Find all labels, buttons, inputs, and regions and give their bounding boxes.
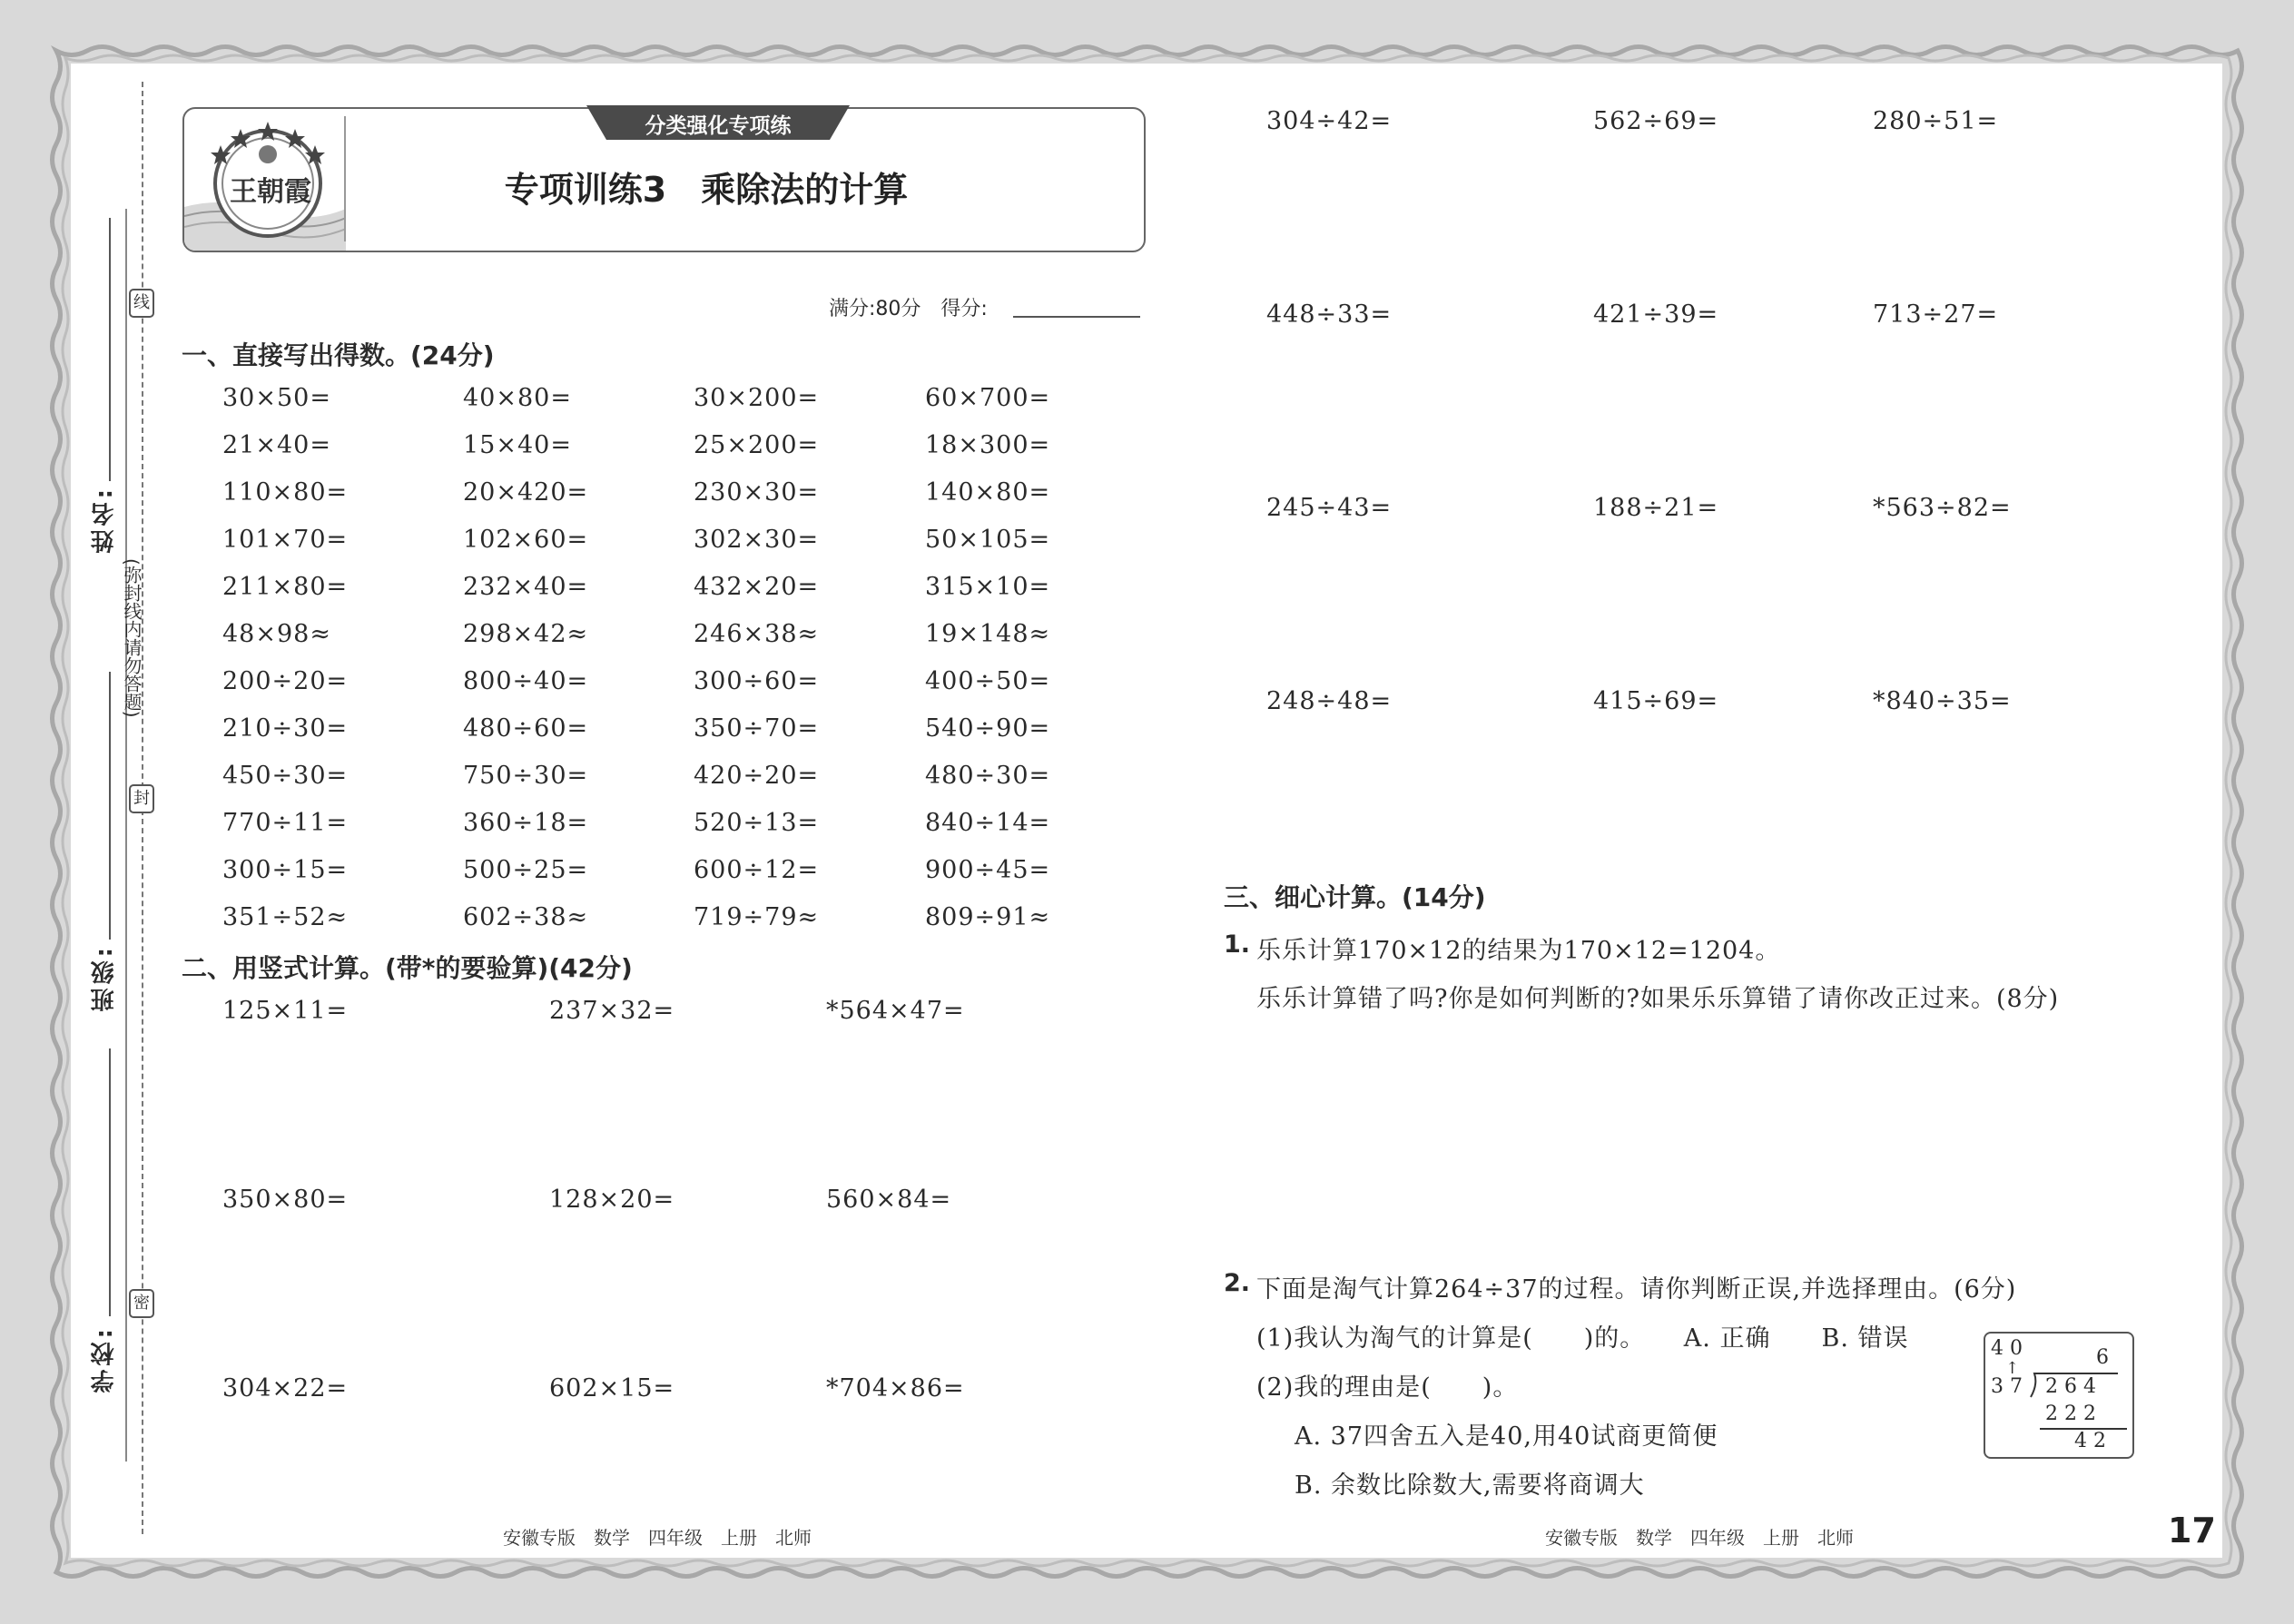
- seal-mark-secret: 密: [129, 1289, 154, 1318]
- section1-exercise-r1-c3: 30×200=: [694, 384, 820, 412]
- page-number: 17: [2168, 1511, 2216, 1550]
- section1-exercise-r10-c3: 520÷13=: [694, 809, 820, 837]
- section1-exercise-r1-c2: 40×80=: [463, 384, 572, 412]
- section1-exercise-r12-c1: 351÷52≈: [222, 903, 349, 931]
- section1-exercise-r6-c3: 246×38≈: [694, 620, 820, 648]
- division-arrow: ↑: [2005, 1359, 2020, 1378]
- binding-note: (弥封线内请勿答题): [121, 558, 143, 718]
- section1-exercise-r12-c3: 719÷79≈: [694, 903, 820, 931]
- section2-right-exercise-r1-c3: 280÷51=: [1873, 107, 1999, 135]
- division-divisor: 3 7: [1991, 1375, 2023, 1398]
- section1-exercise-r9-c1: 450÷30=: [222, 762, 349, 790]
- name-blank[interactable]: [109, 218, 111, 481]
- score-blank[interactable]: [1013, 316, 1140, 318]
- section1-exercise-r3-c4: 140×80=: [925, 478, 1051, 507]
- section1-exercise-r12-c2: 602÷38≈: [463, 903, 589, 931]
- section1-exercise-r3-c2: 20×420=: [463, 478, 589, 507]
- section1-exercise-r4-c1: 101×70=: [222, 526, 349, 554]
- section2-right-exercise-r3-c1: 245÷43=: [1266, 494, 1393, 522]
- section1-exercise-r11-c1: 300÷15=: [222, 856, 349, 884]
- question1-line2: 乐乐计算错了吗?你是如何判断的?如果乐乐算错了请你改正过来。(8分): [1256, 985, 2060, 1013]
- section1-exercise-r8-c2: 480÷60=: [463, 714, 589, 743]
- section1-exercise-r8-c3: 350÷70=: [694, 714, 820, 743]
- section1-exercise-r5-c4: 315×10=: [925, 573, 1051, 601]
- section2-exercise-r3-c3: *704×86=: [826, 1374, 965, 1403]
- binding-solid-line: [125, 209, 127, 1462]
- section1-exercise-r10-c2: 360÷18=: [463, 809, 589, 837]
- question1-line1: 乐乐计算170×12的结果为170×12=1204。: [1256, 937, 1781, 965]
- score-label: 满分:80分 得分:: [829, 298, 988, 320]
- division-estimate: 4 0: [1991, 1337, 2023, 1360]
- question2-sub2: (2)我的理由是( )。: [1256, 1373, 1519, 1402]
- section1-exercise-r7-c1: 200÷20=: [222, 667, 349, 695]
- section1-exercise-r7-c4: 400÷50=: [925, 667, 1051, 695]
- section1-exercise-r12-c4: 809÷91≈: [925, 903, 1051, 931]
- section1-exercise-r3-c1: 110×80=: [222, 478, 349, 507]
- section1-exercise-r9-c2: 750÷30=: [463, 762, 589, 790]
- section1-exercise-r2-c2: 15×40=: [463, 431, 572, 459]
- question2-sub1: (1)我认为淘气的计算是( )的。 A. 正确 B. 错误: [1256, 1324, 1909, 1353]
- logo-text: 王朝霞: [230, 176, 311, 208]
- section1-exercise-r4-c3: 302×30=: [694, 526, 820, 554]
- name-label: 姓名:: [91, 486, 118, 554]
- section2-right-exercise-r3-c2: 188÷21=: [1593, 494, 1719, 522]
- question1-number: 1.: [1224, 930, 1251, 959]
- section2-exercise-r3-c1: 304×22=: [222, 1374, 349, 1403]
- footer-right: 安徽专版 数学 四年级 上册 北师: [1545, 1527, 1854, 1549]
- section2-right-exercise-r2-c1: 448÷33=: [1266, 300, 1393, 329]
- section1-exercise-r8-c4: 540÷90=: [925, 714, 1051, 743]
- worksheet-page: [71, 64, 2222, 1558]
- category-tab-label: 分类强化专项练: [645, 114, 792, 138]
- section2-right-exercise-r2-c3: 713÷27=: [1873, 300, 1999, 329]
- section1-exercise-r7-c3: 300÷60=: [694, 667, 820, 695]
- section1-exercise-r4-c4: 50×105=: [925, 526, 1051, 554]
- section2-exercise-r1-c3: *564×47=: [826, 997, 965, 1025]
- division-dividend: 2 6 4: [2045, 1375, 2096, 1398]
- section1-exercise-r2-c3: 25×200=: [694, 431, 820, 459]
- section1-exercise-r2-c1: 21×40=: [222, 431, 331, 459]
- section2-right-exercise-r4-c3: *840÷35=: [1873, 687, 2012, 715]
- section1-title: 一、直接写出得数。(24分): [182, 340, 495, 370]
- section1-exercise-r5-c1: 211×80=: [222, 573, 349, 601]
- section1-exercise-r11-c4: 900÷45=: [925, 856, 1051, 884]
- section1-exercise-r10-c1: 770÷11=: [222, 809, 349, 837]
- section2-right-exercise-r4-c2: 415÷69=: [1593, 687, 1719, 715]
- section2-exercise-r3-c2: 602×15=: [549, 1374, 675, 1403]
- section1-exercise-r9-c3: 420÷20=: [694, 762, 820, 790]
- class-blank[interactable]: [109, 672, 111, 940]
- page-title: 专项训练3 乘除法的计算: [504, 170, 909, 210]
- question2-option-b[interactable]: B. 余数比除数大,需要将商调大: [1295, 1471, 1645, 1500]
- section1-exercise-r11-c2: 500÷25=: [463, 856, 589, 884]
- school-label: 学校:: [91, 1325, 118, 1393]
- section1-exercise-r6-c2: 298×42≈: [463, 620, 589, 648]
- section2-exercise-r2-c3: 560×84=: [826, 1186, 952, 1214]
- long-division-box: [1984, 1332, 2134, 1459]
- section2-exercise-r1-c1: 125×11=: [222, 997, 349, 1025]
- section1-exercise-r1-c4: 60×700=: [925, 384, 1051, 412]
- section1-exercise-r5-c3: 432×20=: [694, 573, 820, 601]
- section2-exercise-r2-c2: 128×20=: [549, 1186, 675, 1214]
- section2-exercise-r2-c1: 350×80=: [222, 1186, 349, 1214]
- section1-exercise-r5-c2: 232×40=: [463, 573, 589, 601]
- section1-exercise-r1-c1: 30×50=: [222, 384, 331, 412]
- section1-exercise-r4-c2: 102×60=: [463, 526, 589, 554]
- section1-exercise-r6-c1: 48×98≈: [222, 620, 331, 648]
- section2-right-exercise-r1-c1: 304÷42=: [1266, 107, 1393, 135]
- question2-line1: 下面是淘气计算264÷37的过程。请你判断正误,并选择理由。(6分): [1256, 1275, 2017, 1304]
- section2-right-exercise-r4-c1: 248÷48=: [1266, 687, 1393, 715]
- section1-exercise-r3-c3: 230×30=: [694, 478, 820, 507]
- division-product: 2 2 2: [2045, 1403, 2096, 1425]
- question2-option-a[interactable]: A. 37四舍五入是40,用40试商更简便: [1295, 1422, 1718, 1451]
- section2-right-exercise-r1-c2: 562÷69=: [1593, 107, 1719, 135]
- section2-title: 二、用竖式计算。(带*的要验算)(42分): [182, 953, 633, 983]
- footer-left: 安徽专版 数学 四年级 上册 北师: [503, 1527, 812, 1549]
- section1-exercise-r9-c4: 480÷30=: [925, 762, 1051, 790]
- class-label: 班级:: [91, 944, 118, 1012]
- section1-exercise-r7-c2: 800÷40=: [463, 667, 589, 695]
- section1-exercise-r10-c4: 840÷14=: [925, 809, 1051, 837]
- school-blank[interactable]: [109, 1048, 111, 1316]
- section1-exercise-r8-c1: 210÷30=: [222, 714, 349, 743]
- section1-exercise-r2-c4: 18×300=: [925, 431, 1051, 459]
- division-quotient: 6: [2096, 1346, 2109, 1369]
- seal-mark-line: 线: [129, 289, 154, 318]
- division-remainder: 4 2: [2074, 1430, 2106, 1452]
- seal-mark-seal: 封: [129, 784, 154, 813]
- section1-exercise-r11-c3: 600÷12=: [694, 856, 820, 884]
- section2-right-exercise-r2-c2: 421÷39=: [1593, 300, 1719, 329]
- section1-exercise-r6-c4: 19×148≈: [925, 620, 1051, 648]
- question2-number: 2.: [1224, 1269, 1251, 1297]
- section2-exercise-r1-c2: 237×32=: [549, 997, 675, 1025]
- section2-right-exercise-r3-c3: *563÷82=: [1873, 494, 2012, 522]
- section3-title: 三、细心计算。(14分): [1224, 882, 1486, 912]
